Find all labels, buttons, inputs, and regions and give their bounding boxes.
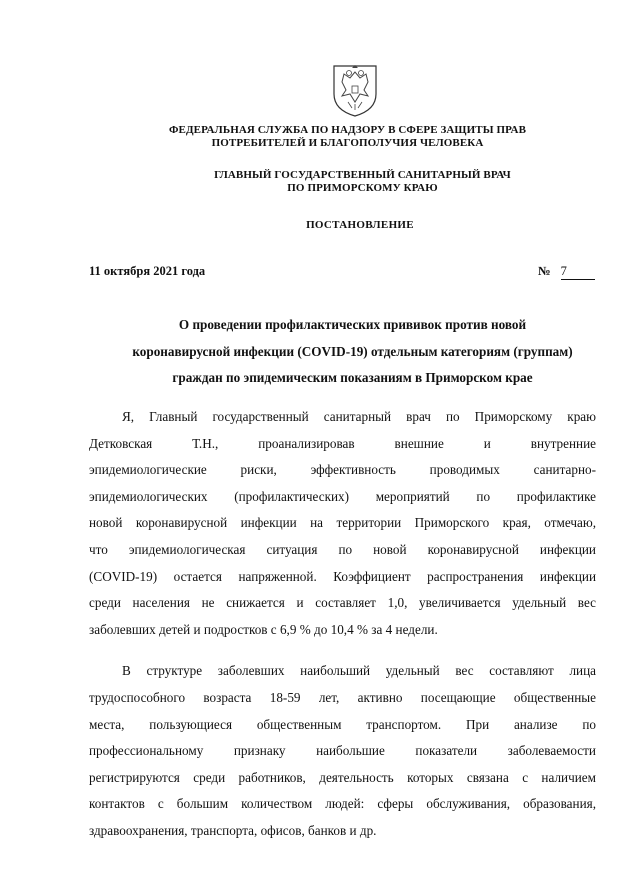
text-line: здравоохранения, транспорта, офисов, банков и др. <box>89 822 377 838</box>
text-line: (COVID-19) остается напряженной. Коэффициент распространения инфекции <box>89 568 596 584</box>
officer-line: ПО ПРИМОРСКОМУ КРАЮ <box>287 182 438 194</box>
text-line: контактов с большим количеством людей: сферы обслуживания, образования, <box>89 796 596 812</box>
officer-line: ГЛАВНЫЙ ГОСУДАРСТВЕННЫЙ САНИТАРНЫЙ ВРАЧ <box>214 169 511 181</box>
text-line: места, пользующиеся общественным транспортом. При анализе по <box>89 716 596 732</box>
document-body <box>89 404 596 860</box>
text-line: что эпидемиологическая ситуация по новой коронавирусной инфекции <box>89 541 596 557</box>
text-line: заболевших детей и подростков с 6,9 % до 10,4 % за 4 недели. <box>89 621 438 637</box>
agency-line: ФЕДЕРАЛЬНАЯ СЛУЖБА ПО НАДЗОРУ В СФЕРЕ ЗАЩИТЫ ПРАВ <box>168 124 527 136</box>
paragraph <box>89 404 596 643</box>
text-line: В структуре заболевших наибольший удельный вес составляют лица <box>122 663 596 679</box>
agency-name <box>0 124 635 150</box>
number-value: 7 <box>561 264 595 280</box>
title-line: О проведении профилактических прививок против новой <box>178 317 527 332</box>
text-line: Я, Главный государственный санитарный врач по Приморскому краю <box>122 409 596 424</box>
text-line: Детковская Т.Н., проанализировав внешние и внутренние <box>89 435 596 451</box>
document-title <box>100 312 605 392</box>
text-line: эпидемиологических (профилактических) мероприятий по профилактике <box>89 488 596 504</box>
paragraph <box>89 658 596 844</box>
officer-title <box>0 169 635 195</box>
document-date: 11 октября 2021 года <box>89 264 206 278</box>
text-line: трудоспособного возраста 18-59 лет, активно посещающие общественные <box>89 689 596 705</box>
text-line: новой коронавирусной инфекции на территории Приморского края, отмечаю, <box>89 515 596 531</box>
coat-of-arms-icon <box>330 60 380 118</box>
text-line: профессиональному признаку наибольшие показатели заболеваемости <box>89 743 596 759</box>
document-number <box>538 264 595 280</box>
title-line: граждан по эпидемическим показаниям в Приморском крае <box>172 370 533 385</box>
agency-line: ПОТРЕБИТЕЛЕЙ И БЛАГОПОЛУЧИЯ ЧЕЛОВЕКА <box>211 137 484 149</box>
text-line: регистрируются среди работников, деятельность которых связана с наличием <box>89 769 596 785</box>
document-type: ПОСТАНОВЛЕНИЕ <box>306 219 414 231</box>
text-line: среди населения не снижается и составляет 1,0, увеличивается удельный вес <box>89 595 596 611</box>
text-line: эпидемиологические риски, эффективность проводимых санитарно- <box>89 462 596 478</box>
title-line: коронавирусной инфекции (COVID-19) отдельным категориям (группам) <box>132 343 573 359</box>
number-label: № <box>538 264 551 278</box>
